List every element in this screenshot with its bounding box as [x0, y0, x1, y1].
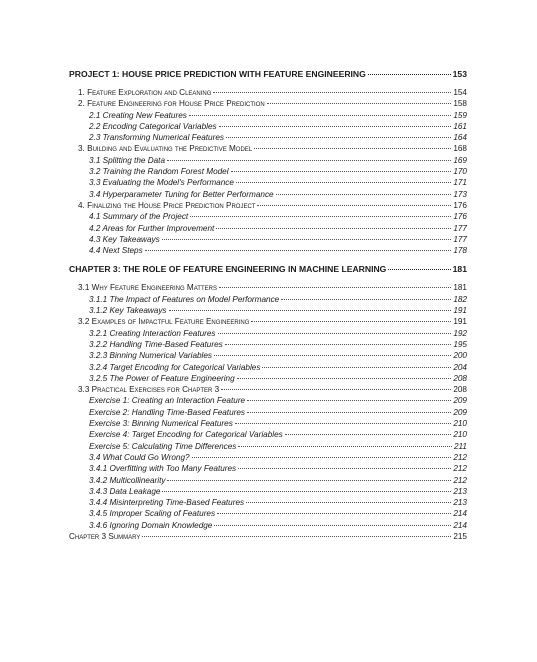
toc-entry-title: 4.3 Key Takeaways — [89, 234, 160, 244]
toc-entry-page: 164 — [453, 133, 467, 143]
toc-entry-title: Exercise 4: Target Encoding for Categorical Variables — [89, 430, 283, 440]
toc-entry-title: 3.4.2 Multicollinearity — [89, 475, 166, 485]
toc-entry-title: 3.4.3 Data Leakage — [89, 486, 161, 496]
dot-leader — [167, 159, 451, 161]
toc-entry-page: 153 — [452, 69, 467, 79]
dot-leader — [219, 125, 452, 127]
dot-leader — [247, 411, 451, 413]
dot-leader — [169, 309, 452, 311]
toc-entry[interactable] — [69, 143, 467, 154]
dot-leader — [235, 422, 452, 424]
dot-leader — [246, 501, 451, 503]
dot-leader — [267, 102, 452, 104]
dot-leader — [257, 204, 451, 206]
toc-entry-page: 213 — [453, 498, 467, 508]
toc-entry[interactable] — [69, 328, 467, 339]
toc-entry-page: 168 — [453, 144, 467, 154]
toc-entry[interactable] — [69, 132, 467, 143]
toc-entry[interactable] — [69, 362, 467, 373]
toc-entry-page: 176 — [453, 212, 467, 222]
toc-entry-title: 4.2 Areas for Further Improvement — [89, 223, 215, 233]
dot-leader — [226, 136, 451, 138]
toc-entry-page: 210 — [453, 430, 467, 440]
toc-entry-title: Exercise 2: Handling Time-Based Features — [89, 407, 246, 417]
dot-leader — [368, 73, 451, 75]
toc-entry-page: 195 — [453, 339, 467, 349]
toc-entry-page: 171 — [453, 178, 467, 188]
toc-entry-title: 3.2.5 The Power of Feature Engineering — [89, 373, 235, 383]
toc-entry[interactable] — [69, 245, 467, 256]
toc-entry-title: 4.1 Summary of the Project — [89, 212, 189, 222]
toc-entry[interactable] — [69, 407, 467, 418]
toc-entry-page: 200 — [453, 351, 467, 361]
toc-entry-title: 3.2 Training the Random Forest Model — [89, 167, 229, 177]
toc-entry-title: Exercise 3: Binning Numerical Features — [89, 419, 233, 429]
dot-leader — [213, 91, 451, 93]
dot-leader — [192, 456, 452, 458]
toc-entry-page: 192 — [453, 328, 467, 338]
toc-entry[interactable] — [69, 452, 467, 463]
dot-leader — [221, 388, 451, 390]
toc-entry-title: 3.1.1 The Impact of Features on Model Performance — [89, 294, 280, 304]
dot-leader — [238, 467, 451, 469]
toc-entry-page: 178 — [453, 246, 467, 256]
toc-entry-page: 154 — [453, 88, 467, 97]
toc-entry-title: Exercise 1: Creating an Interaction Feature — [89, 396, 246, 406]
toc-entry[interactable] — [69, 98, 467, 109]
toc-entry-title: 2.3 Transforming Numerical Features — [89, 133, 224, 143]
dot-leader — [162, 490, 451, 492]
toc-entry-title: 3.1 Why Feature Engineering Matters — [78, 283, 217, 293]
toc-entry[interactable] — [69, 475, 467, 486]
toc-entry-page: 214 — [453, 520, 467, 530]
toc-entry[interactable] — [69, 531, 467, 542]
toc-entry-title: 3. Building and Evaluating the Predictive Model — [78, 144, 253, 154]
dot-leader — [214, 524, 451, 526]
toc-entry-title: 3.2 Examples of Impactful Feature Engineering — [78, 317, 250, 327]
toc-entry-page: 191 — [453, 317, 467, 327]
dot-leader — [217, 512, 451, 514]
toc-entry-title: Chapter 3 Summary — [69, 531, 141, 541]
spacer — [69, 256, 467, 263]
dot-leader — [145, 249, 452, 251]
toc-entry-title: 3.4.4 Misinterpreting Time-Based Features — [89, 498, 245, 508]
toc-entry[interactable] — [69, 223, 467, 234]
toc-entry-title: Exercise 5: Calculating Time Differences — [89, 441, 237, 451]
toc-entry-title: 3.1.2 Key Takeaways — [89, 306, 167, 316]
toc-entry-title: 1. Feature Exploration and Cleaning — [78, 88, 212, 97]
toc-entry[interactable] — [69, 395, 467, 406]
dot-leader — [238, 445, 452, 447]
toc-entry[interactable] — [69, 418, 467, 429]
toc-entry[interactable] — [69, 177, 467, 188]
dot-leader — [214, 354, 451, 356]
project-1-entries — [69, 87, 467, 256]
dot-leader — [218, 332, 452, 334]
toc-entry[interactable] — [69, 87, 467, 98]
toc-entry-page: 177 — [453, 234, 467, 244]
toc-entry-page: 210 — [453, 419, 467, 429]
dot-leader — [190, 215, 451, 217]
dot-leader — [262, 366, 451, 368]
toc-entry-page: 211 — [453, 441, 467, 451]
toc-entry[interactable] — [69, 508, 467, 519]
toc-entry-page: 182 — [453, 294, 467, 304]
toc-entry-title: 2.2 Encoding Categorical Variables — [89, 121, 217, 131]
toc-entry[interactable] — [69, 429, 467, 440]
toc-entry-page: 212 — [453, 452, 467, 462]
toc-entry-page: 176 — [453, 200, 467, 210]
dot-leader — [231, 170, 452, 172]
dot-leader — [388, 268, 450, 270]
toc-entry-page: 181 — [452, 264, 467, 275]
toc-entry-page: 213 — [453, 486, 467, 496]
toc-entry[interactable] — [69, 339, 467, 350]
toc-entry-page: 212 — [453, 464, 467, 474]
dot-leader — [237, 377, 452, 379]
dot-leader — [189, 114, 451, 116]
toc-entry-title: 3.4.1 Overfitting with Too Many Features — [89, 464, 237, 474]
toc-entry-title: 3.2.2 Handling Time-Based Features — [89, 339, 223, 349]
toc-entry-page: 169 — [453, 155, 467, 165]
toc-entry[interactable] — [69, 305, 467, 316]
dot-leader — [167, 479, 451, 481]
toc-entry-page: 159 — [453, 110, 467, 120]
toc-entry-page: 208 — [453, 373, 467, 383]
dot-leader — [216, 227, 451, 229]
toc-entry[interactable] — [69, 463, 467, 474]
toc-entry-page: 208 — [453, 385, 467, 395]
toc-entry-project-1[interactable] — [69, 68, 467, 80]
toc-entry[interactable] — [69, 110, 467, 121]
toc-entry-title: 3.4.6 Ignoring Domain Knowledge — [89, 520, 213, 530]
toc-entry-title: PROJECT 1: HOUSE PRICE PREDICTION WITH FEATURE ENGINEERING — [69, 69, 366, 79]
toc-entry[interactable] — [69, 155, 467, 166]
dot-leader — [285, 433, 452, 435]
dot-leader — [251, 320, 451, 322]
dot-leader — [142, 535, 451, 537]
spacer — [69, 275, 467, 282]
toc-entry[interactable] — [69, 520, 467, 531]
toc-entry-page: 209 — [453, 407, 467, 417]
dot-leader — [236, 181, 451, 183]
toc-entry[interactable] — [69, 441, 467, 452]
dot-leader — [225, 343, 452, 345]
toc-entry-page: 215 — [453, 531, 467, 541]
toc-entry[interactable] — [69, 316, 467, 327]
toc-entry[interactable] — [69, 486, 467, 497]
dot-leader — [276, 193, 452, 195]
toc-entry-page: 173 — [453, 189, 467, 199]
toc-entry-page: 158 — [453, 99, 467, 109]
toc-entry[interactable] — [69, 200, 467, 211]
toc-entry-title: 3.2.3 Binning Numerical Variables — [89, 351, 213, 361]
toc-entry[interactable] — [69, 211, 467, 222]
toc-entry-title: 3.1 Splitting the Data — [89, 155, 166, 165]
toc-entry-title: 3.4 What Could Go Wrong? — [89, 452, 190, 462]
toc-entry-page: 209 — [453, 396, 467, 406]
table-of-contents — [69, 68, 467, 542]
dot-leader — [247, 399, 451, 401]
toc-entry-page: 214 — [453, 509, 467, 519]
toc-entry-chapter-3[interactable] — [69, 263, 467, 275]
toc-entry-page: 212 — [453, 475, 467, 485]
dot-leader — [219, 286, 451, 288]
toc-entry-page: 177 — [453, 223, 467, 233]
toc-entry-page: 181 — [453, 283, 467, 293]
toc-entry[interactable] — [69, 373, 467, 384]
toc-entry[interactable] — [69, 384, 467, 395]
spacer — [69, 80, 467, 87]
toc-entry-title: 4.4 Next Steps — [89, 246, 143, 256]
toc-entry-title: 3.2.1 Creating Interaction Features — [89, 328, 216, 338]
toc-entry-title: 3.3 Practical Exercises for Chapter 3 — [78, 385, 220, 395]
toc-entry-title: 4. Finalizing the House Price Prediction Project — [78, 200, 256, 210]
toc-entry-title: CHAPTER 3: THE ROLE OF FEATURE ENGINEERING IN MACHINE LEARNING — [69, 264, 387, 275]
toc-entry[interactable] — [69, 166, 467, 177]
toc-entry-page: 204 — [453, 362, 467, 372]
dot-leader — [254, 147, 451, 149]
toc-entry-page: 191 — [453, 306, 467, 316]
chapter-3-entries — [69, 282, 467, 542]
dot-leader — [162, 238, 452, 240]
toc-entry-title: 2. Feature Engineering for House Price Prediction — [78, 99, 265, 109]
toc-entry[interactable] — [69, 294, 467, 305]
toc-entry[interactable] — [69, 234, 467, 245]
toc-entry-page: 170 — [453, 167, 467, 177]
toc-entry[interactable] — [69, 350, 467, 361]
toc-entry-title: 3.4 Hyperparameter Tuning for Better Performance — [89, 189, 274, 199]
toc-entry-title: 3.3 Evaluating the Model's Performance — [89, 178, 234, 188]
toc-entry-title: 3.2.4 Target Encoding for Categorical Variables — [89, 362, 261, 372]
toc-entry-title: 3.4.5 Improper Scaling of Features — [89, 509, 216, 519]
toc-entry[interactable] — [69, 189, 467, 200]
toc-entry[interactable] — [69, 282, 467, 293]
toc-entry-page: 161 — [453, 121, 467, 131]
toc-entry[interactable] — [69, 497, 467, 508]
dot-leader — [281, 298, 451, 300]
toc-entry[interactable] — [69, 121, 467, 132]
toc-entry-title: 2.1 Creating New Features — [89, 110, 187, 120]
